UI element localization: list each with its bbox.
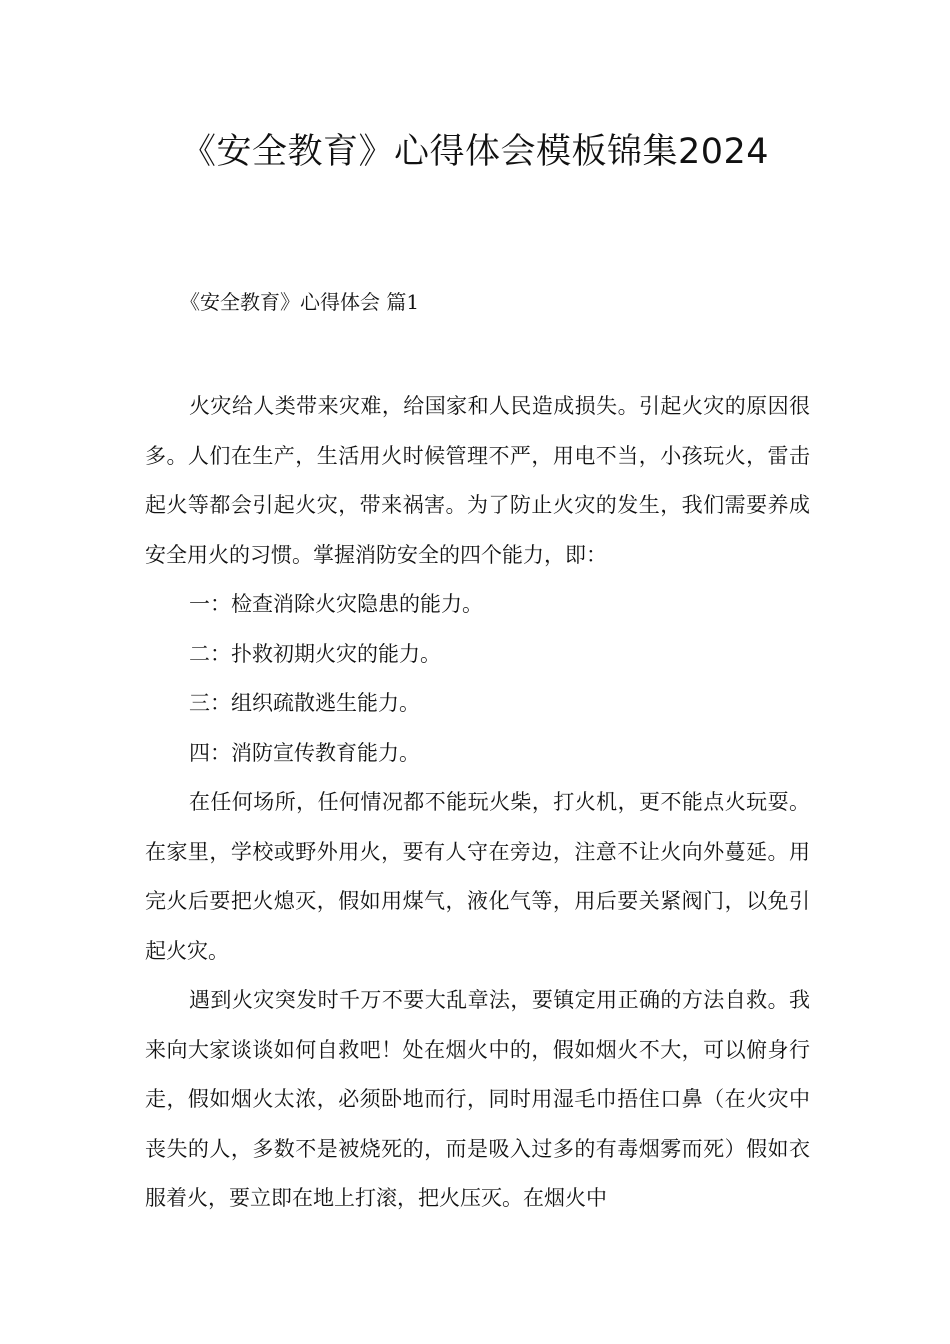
document-title: 《安全教育》心得体会模板锦集2024 [180, 132, 770, 172]
document-body [145, 382, 810, 1224]
paragraph: 火灾给人类带来灾难，给国家和人民造成损失。引起火灾的原因很多。人们在生产，生活用火时候管理不严，用电不当，小孩玩火，雷击起火等都会引起火灾，带来祸害。为了防止火灾的发生，我们需要养成安全用火的习惯。掌握消防安全的四个能力，即： [145, 394, 810, 567]
paragraph: 三：组织疏散逃生能力。 [189, 691, 420, 715]
paragraph: 四：消防宣传教育能力。 [189, 740, 420, 765]
paragraph: 二：扑救初期火灾的能力。 [189, 641, 441, 666]
paragraph: 在任何场所，任何情况都不能玩火柴，打火机，更不能点火玩耍。在家里，学校或野外用火，要有人守在旁边，注意不让火向外蔓延。用完火后要把火熄灭，假如用煤气，液化气等，用后要关紧阀门，以免引起火灾。 [145, 790, 810, 963]
paragraph: 一：检查消除火灾隐患的能力。 [189, 592, 483, 616]
paragraph: 遇到火灾突发时千万不要大乱章法，要镇定用正确的方法自救。我来向大家谈谈如何自救吧！处在烟火中的，假如烟火不大，可以俯身行走，假如烟火太浓，必须卧地而行，同时用湿毛巾捂住口鼻（在火灾中丧失的人，多数不是被烧死的，而是吸入过多的有毒烟雾而死）假如衣服着火，要立即在地上打滚，把火压灭。在烟火中 [145, 988, 810, 1210]
section-heading: 《安全教育》心得体会 篇1 [180, 290, 420, 314]
